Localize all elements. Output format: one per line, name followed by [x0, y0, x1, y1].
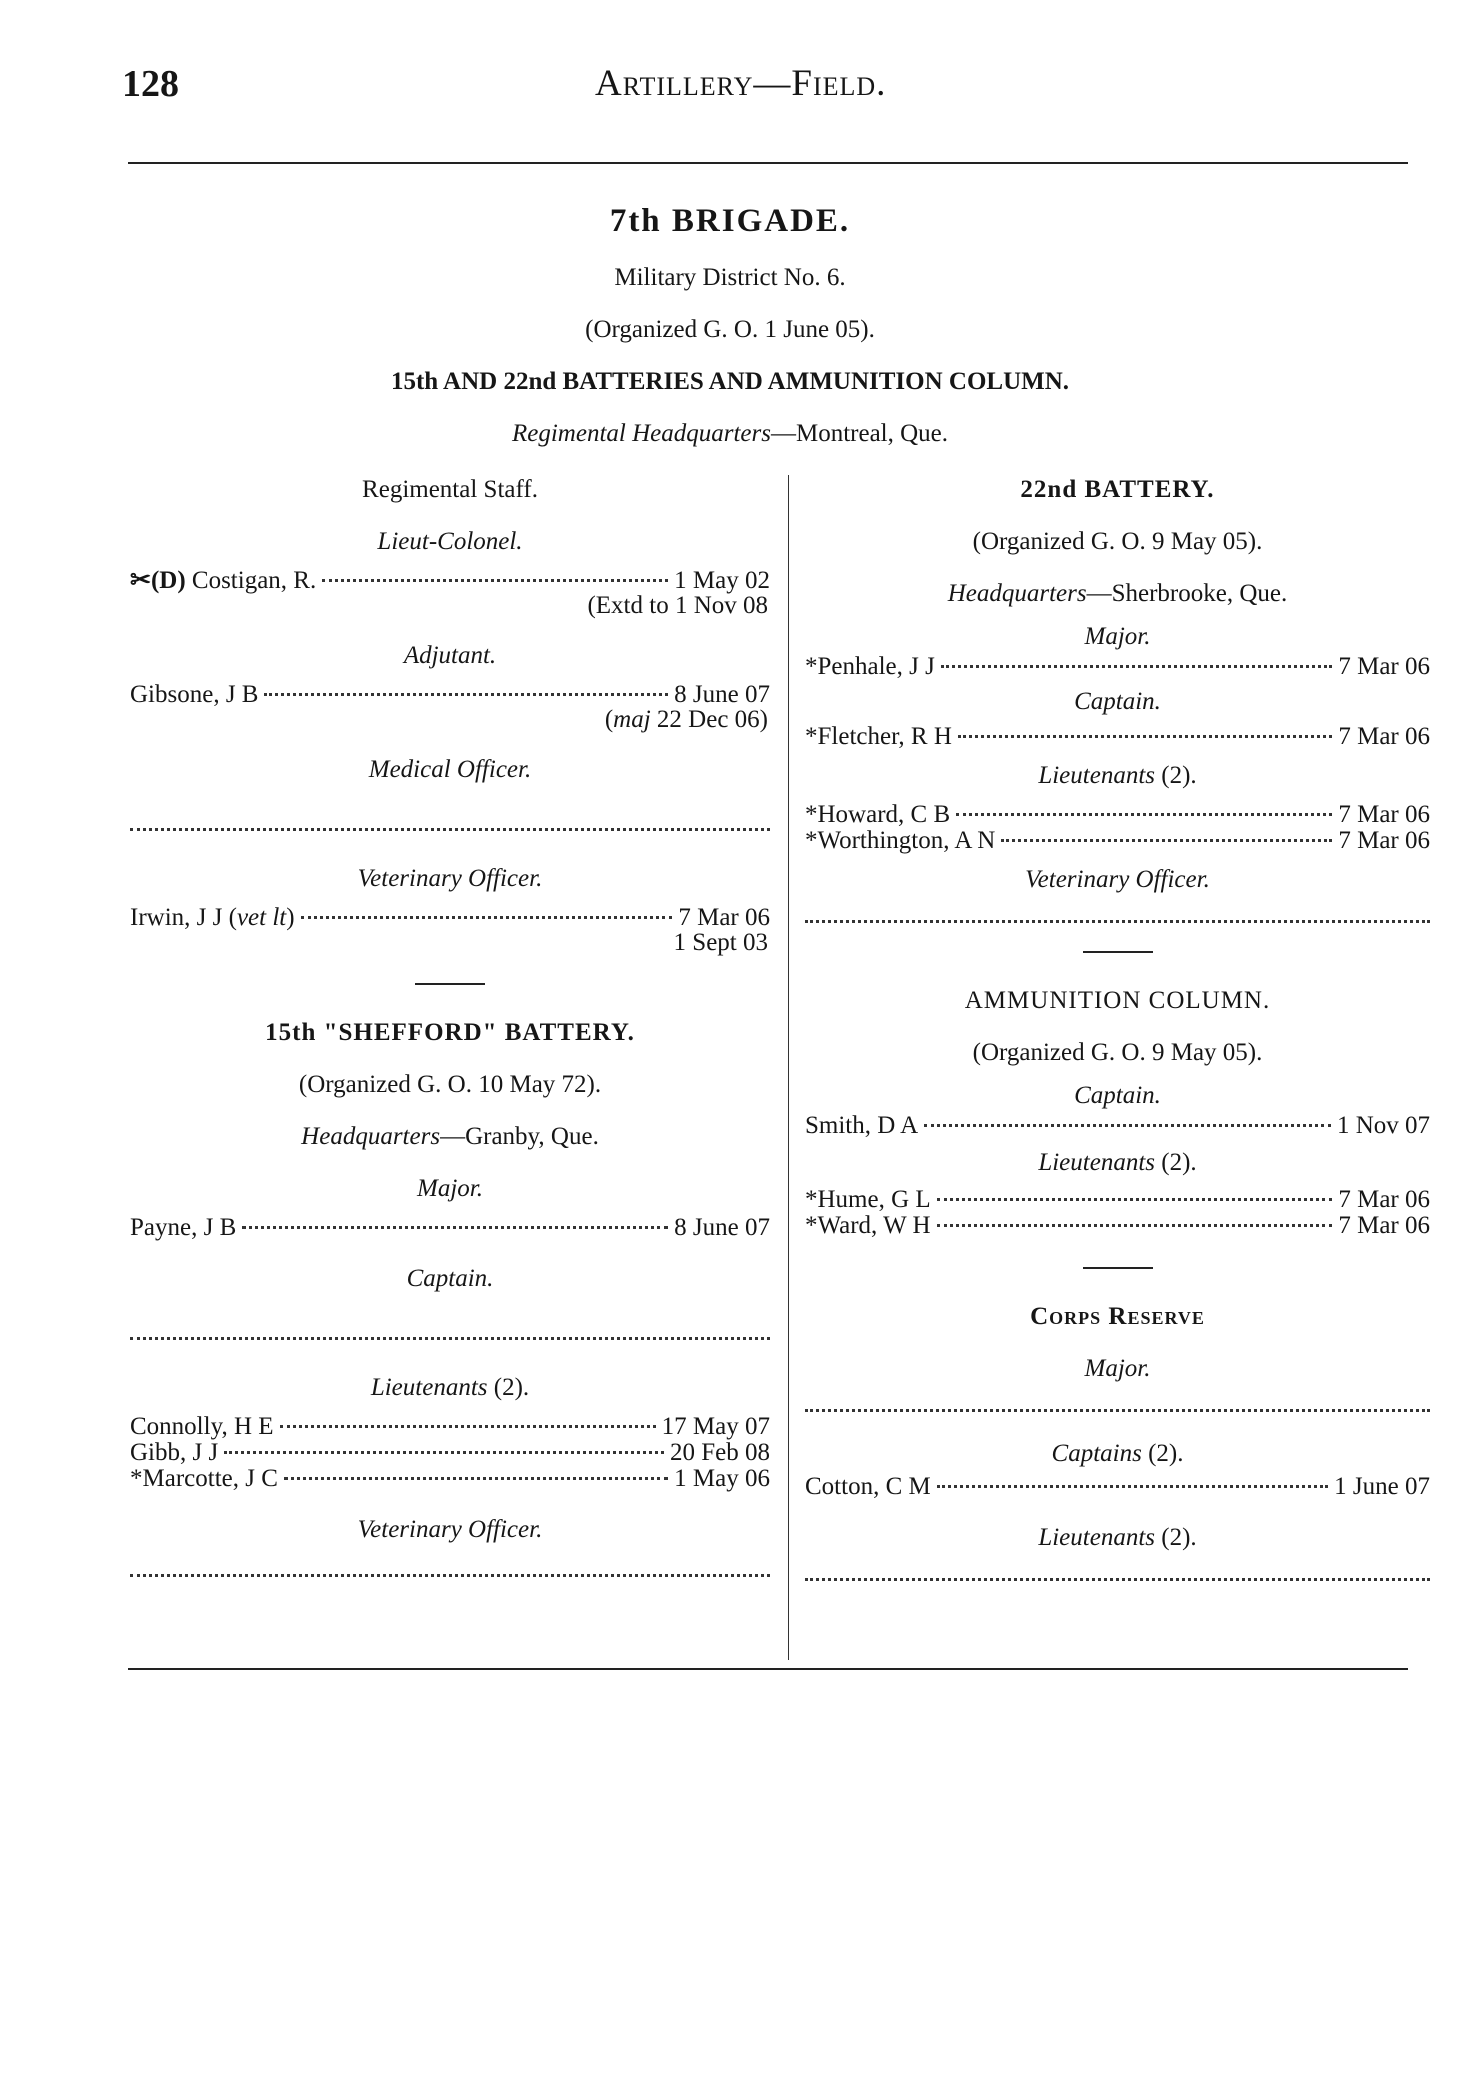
label-count: (2). [1161, 762, 1197, 789]
dot-leader [937, 1198, 1333, 1201]
hq-label: Headquarters [947, 580, 1087, 607]
medical-officer-label: Medical Officer. [368, 756, 532, 783]
dot-leader [264, 693, 668, 696]
page-number: 128 [122, 63, 179, 105]
reserve-captains-label [805, 1434, 1430, 1474]
entry-date: 1 June 07 [1334, 1473, 1430, 1500]
entry-date: 1 May 02 [674, 567, 770, 594]
regimental-hq-line [0, 408, 1460, 460]
list-item [130, 1440, 770, 1466]
list-item [130, 1414, 770, 1440]
entry-name: Cotton, C M [805, 1473, 931, 1500]
dot-leader [941, 665, 1332, 668]
reserve-lieutenants-label [805, 1512, 1430, 1564]
label-text: Lieutenants [1038, 1149, 1155, 1176]
dot-leader [958, 735, 1332, 738]
list-item [130, 1466, 770, 1492]
entry-date: 7 Mar 06 [1338, 1212, 1430, 1239]
entry-name: Gibsone, J B [130, 681, 259, 708]
entry-date: 1 May 06 [674, 1465, 770, 1492]
list-item [805, 1213, 1430, 1239]
entry-date: 7 Mar 06 [1338, 653, 1430, 680]
vacant-dotted-line [805, 1395, 1430, 1412]
battery-22-captain-entry [805, 724, 1430, 750]
entry-date: 17 May 07 [661, 1413, 770, 1440]
label-text: Captains [1051, 1440, 1142, 1467]
corps-reserve-title: Corps Reserve [1030, 1303, 1205, 1330]
battery-15-major-entry [130, 1215, 770, 1241]
entry-rank: vet lt [236, 904, 287, 931]
entry-name-text: Costigan, R. [191, 567, 317, 594]
units-line: 15th AND 22nd BATTERIES AND AMMUNITION COLUMN. [390, 368, 1070, 395]
battery-22-captain-label: Captain. [1074, 688, 1161, 715]
entry-date: 7 Mar 06 [1338, 801, 1430, 828]
entry-date: 8 June 07 [674, 1214, 770, 1241]
running-head: Artillery—Field. [595, 63, 887, 104]
entry-name: Irwin, J J (vet lt) [130, 904, 295, 931]
top-rule [128, 162, 1408, 164]
dot-leader [1001, 839, 1332, 842]
dot-leader [924, 1124, 1331, 1127]
hq-place: —Granby, Que. [440, 1123, 599, 1150]
label-text: Lieutenants [1038, 1524, 1155, 1551]
entry-name: *Fletcher, R H [805, 723, 952, 750]
veterinary-officer-label: Veterinary Officer. [357, 865, 543, 892]
battery-15-organized: (Organized G. O. 10 May 72). [298, 1071, 602, 1098]
entry-date: 1 Nov 07 [1336, 1112, 1430, 1139]
battery-22-title: 22nd BATTERY. [1020, 476, 1215, 503]
list-item [805, 1187, 1430, 1213]
vacant-dotted-line [130, 1560, 770, 1577]
entry-name: Gibb, J J [130, 1439, 219, 1466]
organized-line: (Organized G. O. 1 June 05). [585, 316, 875, 343]
battery-22-veterinary-label: Veterinary Officer. [1025, 866, 1210, 893]
battery-15-captain-label: Captain. [406, 1265, 494, 1292]
entry-date: 7 Mar 06 [1338, 1186, 1430, 1213]
battery-22-major-label: Major. [1084, 623, 1151, 650]
entry-prefix: ✂(D) [130, 567, 186, 594]
entry-note: (maj 22 Dec 06) [604, 706, 768, 733]
dot-leader [301, 916, 673, 919]
adjutant-label: Adjutant. [403, 642, 497, 669]
entry-name: Smith, D A [805, 1112, 919, 1139]
dot-leader [242, 1226, 668, 1229]
brigade-header [0, 190, 1460, 460]
hq-place: —Montreal, Que. [770, 420, 949, 447]
label-text: Lieutenants [1038, 762, 1155, 789]
label-count: (2). [1161, 1524, 1197, 1551]
veterinary-entry [130, 905, 770, 931]
regimental-staff-title: Regimental Staff. [362, 476, 538, 503]
section-rule [415, 983, 485, 985]
entry-name: Payne, J B [130, 1214, 237, 1241]
entry-name: *Marcotte, J C [130, 1465, 278, 1492]
dot-leader [322, 579, 668, 582]
entry-name: *Ward, W H [805, 1212, 931, 1239]
ammunition-organized: (Organized G. O. 9 May 05). [972, 1039, 1263, 1066]
entry-date: 8 June 07 [674, 681, 770, 708]
dot-leader [280, 1425, 656, 1428]
entry-date: 7 Mar 06 [1338, 723, 1430, 750]
label-count: (2). [1161, 1149, 1197, 1176]
battery-15-major-label: Major. [417, 1175, 483, 1202]
reserve-captain-entry [805, 1474, 1430, 1500]
list-item [805, 828, 1430, 854]
entry-note: (Extd to 1 Nov 08 [587, 592, 768, 619]
label-count: (2). [493, 1374, 530, 1401]
entry-name-text: Irwin, J J [130, 904, 223, 931]
battery-22-hq [805, 568, 1430, 620]
vacant-dotted-line [130, 1323, 770, 1340]
vacant-dotted-line [805, 906, 1430, 923]
ammunition-lieutenants-label [805, 1139, 1430, 1187]
battery-15-lieutenants-label [130, 1362, 770, 1414]
battery-15-title: 15th "SHEFFORD" BATTERY. [265, 1019, 635, 1046]
lieut-colonel-label: Lieut-Colonel. [377, 528, 523, 555]
note-italic: maj [613, 706, 651, 733]
hq-label: Regimental Headquarters [511, 420, 771, 447]
label-count: (2). [1148, 1440, 1184, 1467]
entry-date: 7 Mar 06 [1338, 827, 1430, 854]
dot-leader [956, 813, 1332, 816]
column-divider [788, 475, 789, 1660]
hq-place: —Sherbrooke, Que. [1086, 580, 1288, 607]
adjutant-entry [130, 682, 770, 708]
list-item [805, 802, 1430, 828]
dot-leader [224, 1451, 664, 1454]
dot-leader [284, 1477, 668, 1480]
note-text: 22 Dec 06) [656, 706, 768, 733]
entry-date: 7 Mar 06 [678, 904, 770, 931]
entry-name: *Worthington, A N [805, 827, 996, 854]
ammunition-captain-entry [805, 1113, 1430, 1139]
battery-15-veterinary-label: Veterinary Officer. [357, 1516, 543, 1543]
entry-name: *Hume, G L [805, 1186, 931, 1213]
battery-22-organized: (Organized G. O. 9 May 05). [972, 528, 1263, 555]
entry-note: 1 Sept 03 [673, 929, 768, 956]
section-rule [1083, 951, 1153, 953]
left-column [130, 464, 770, 1599]
lieut-colonel-entry [130, 568, 770, 594]
entry-name: *Penhale, J J [805, 653, 935, 680]
right-column [805, 464, 1430, 1603]
ammunition-captain-label: Captain. [1074, 1082, 1161, 1109]
hq-label: Headquarters [301, 1123, 441, 1150]
vacant-dotted-line [805, 1564, 1430, 1581]
entry-name: *Howard, C B [805, 801, 951, 828]
section-rule [1083, 1267, 1153, 1269]
entry-name: Connolly, H E [130, 1413, 274, 1440]
entry-name [130, 568, 316, 594]
ammunition-column-title: AMMUNITION COLUMN. [964, 987, 1271, 1014]
reserve-major-label: Major. [1084, 1355, 1151, 1382]
district-line: Military District No. 6. [614, 264, 846, 291]
dot-leader [937, 1224, 1333, 1227]
vacant-dotted-line [130, 814, 770, 831]
brigade-title: 7th BRIGADE. [609, 203, 851, 239]
bottom-rule [128, 1668, 1408, 1670]
battery-22-major-entry [805, 654, 1430, 680]
dot-leader [937, 1485, 1328, 1488]
battery-15-hq [130, 1111, 770, 1163]
label-text: Lieutenants [370, 1374, 488, 1401]
entry-date: 20 Feb 08 [670, 1439, 770, 1466]
battery-22-lieutenants-label [805, 750, 1430, 802]
